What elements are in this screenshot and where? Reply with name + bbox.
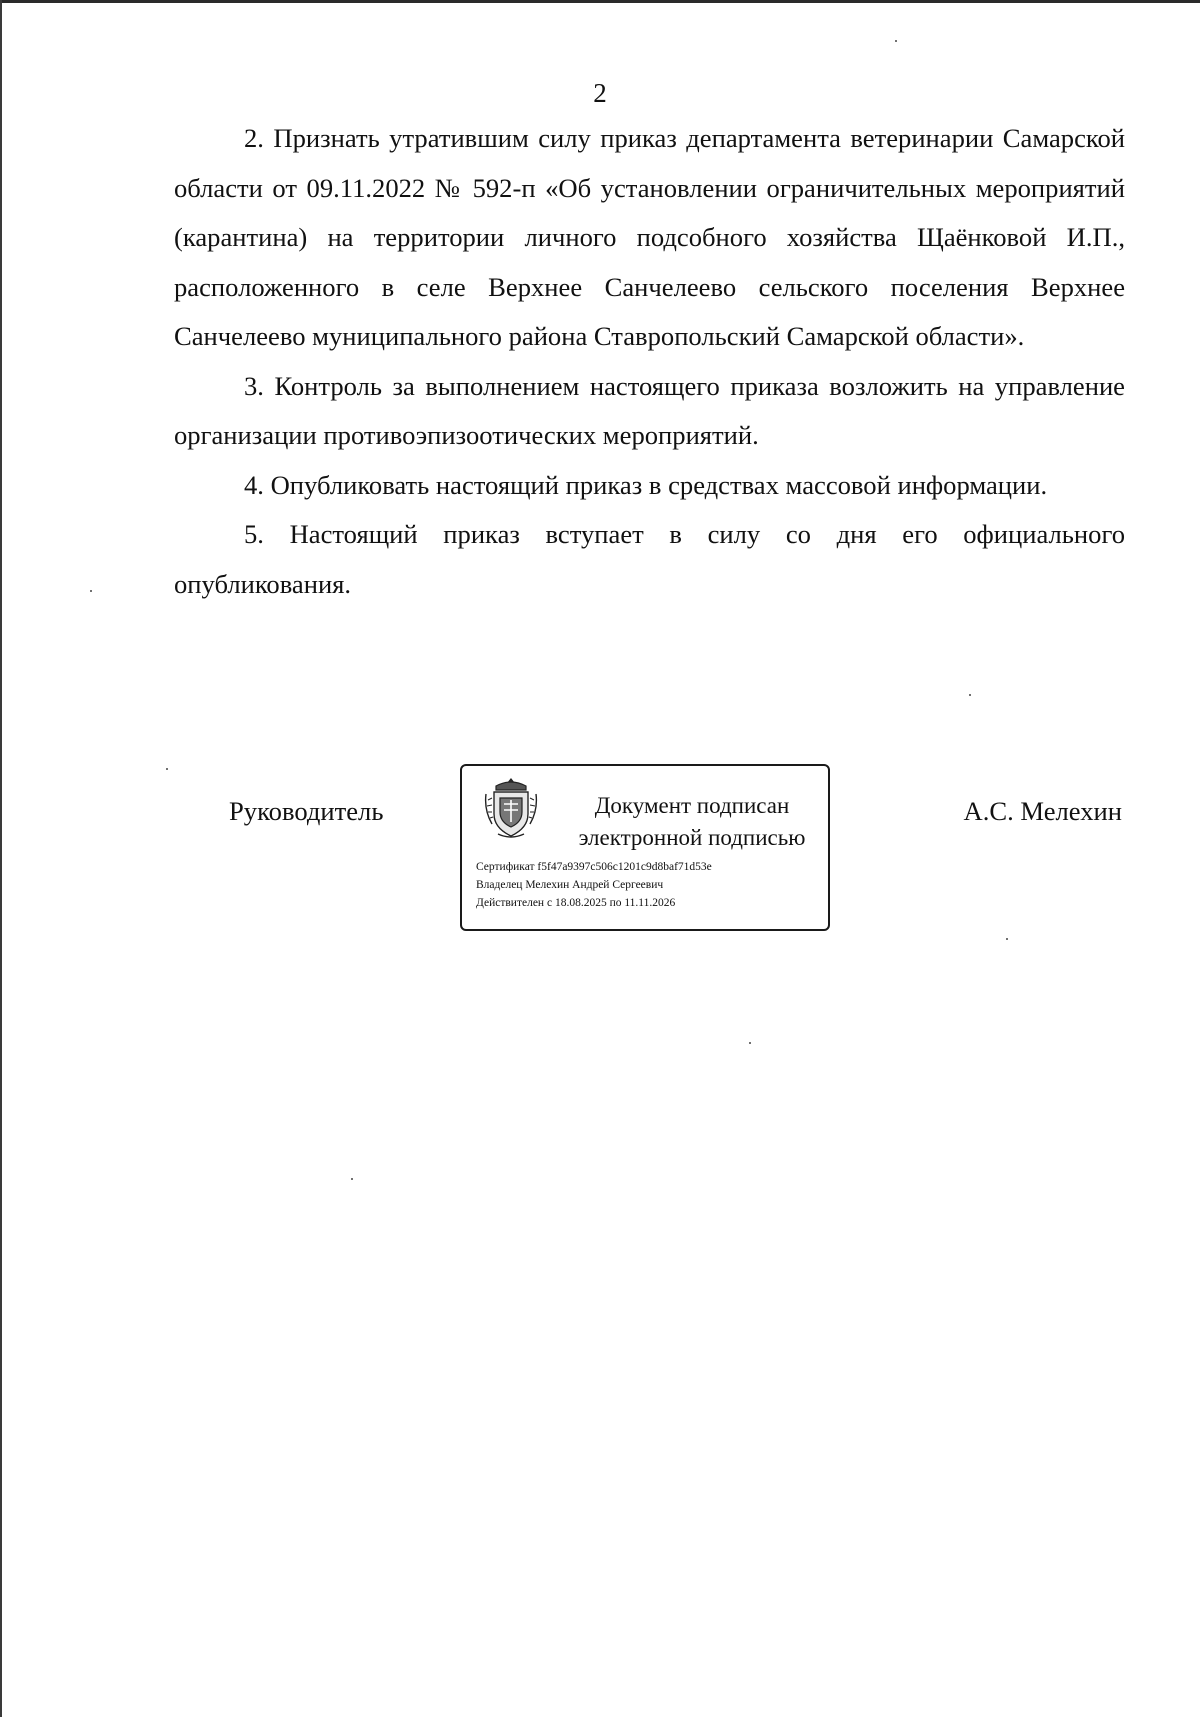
scan-speck [90,590,92,592]
scan-speck [351,1178,353,1180]
stamp-owner: Владелец Мелехин Андрей Сергеевич [476,879,664,891]
scan-top-edge [0,0,1200,3]
stamp-heading-line2: электронной подписью [578,825,806,850]
scan-left-edge [0,0,2,1717]
stamp-heading-line1: Документ подписан [594,793,790,818]
scan-speck [749,1042,751,1044]
scan-speck [166,768,168,770]
scan-speck [895,40,897,42]
paragraph-4: 4. Опубликовать настоящий приказ в средствах массовой информации. [244,469,1048,500]
signatory-position: Руководитель [229,796,384,826]
signatory-name: А.С. Мелехин [963,796,1122,826]
stamp-certificate: Сертификат f5f47a9397c506c1201c9d8baf71d53e [476,861,712,873]
electronic-signature-stamp [460,764,830,931]
paragraph-2: 2. Признать утратившим силу приказ департамента ветеринарии Самарской области от 09.11.2022 № 592-п «Об установлении ограничительных мероприятий (карантина) на территории личного подсобного хозяйства Щаёнковой И.П., расположенного в селе Верхнее Санчелеево сельского поселения Верхнее Санчелеево муниципального района Ставропольский Самарской области». [174,123,1125,351]
scan-speck [969,694,971,696]
paragraph-3: 3. Контроль за выполнением настоящего приказа возложить на управление организации противоэпизоотических мероприятий. [174,370,1125,450]
page-number: 2 [593,78,607,108]
scan-speck [1006,938,1008,940]
paragraph-5: 5. Настоящий приказ вступает в силу со дня его официального опубликования. [174,519,1125,599]
stamp-validity: Действителен с 18.08.2025 по 11.11.2026 [476,897,676,909]
order-body [174,114,1125,609]
coat-of-arms-icon [482,776,540,840]
